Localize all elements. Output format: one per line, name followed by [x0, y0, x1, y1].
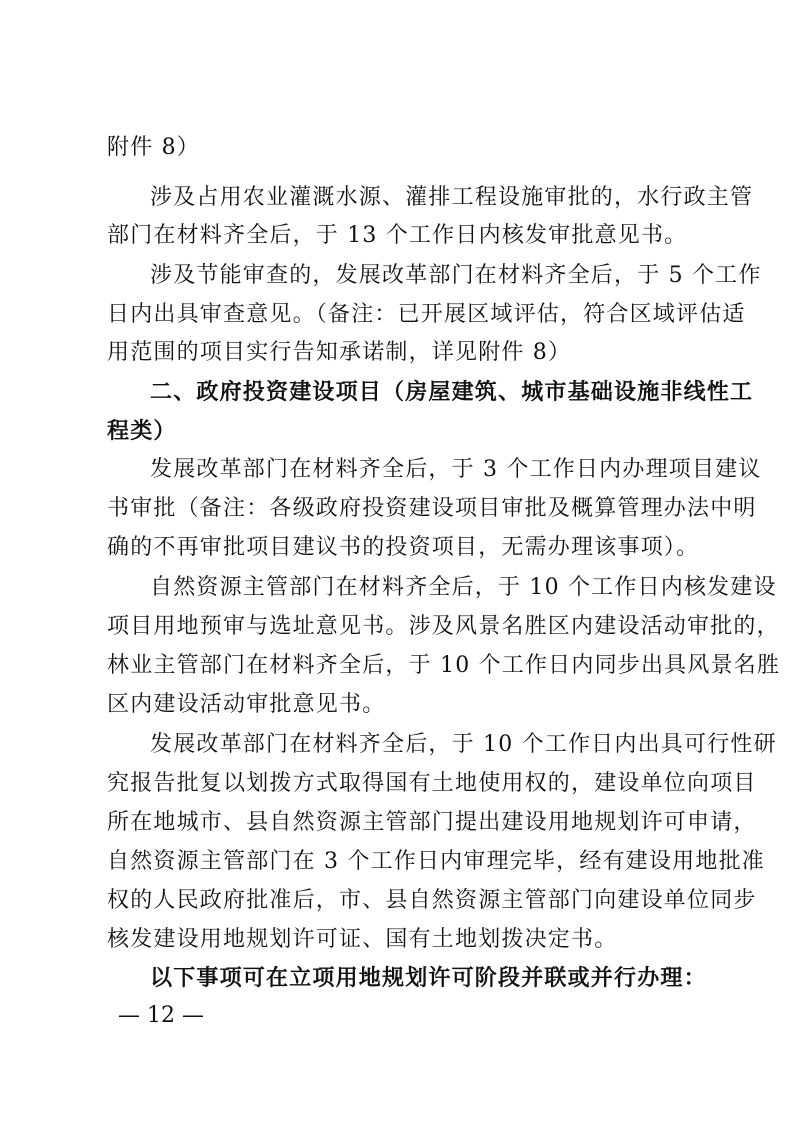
text-line: 自然资源主管部门在材料齐全后，于 10 个工作日内核发建设: [150, 575, 777, 600]
text-line: 发展改革部门在材料齐全后，于 3 个工作日内办理项目建议: [150, 457, 762, 482]
text-line: 涉及节能审查的，发展改革部门在材料齐全后，于 5 个工作: [150, 263, 762, 288]
text-line: 确的不再审批项目建议书的投资项目，无需办理该事项）。: [107, 535, 700, 560]
text-line: 核发建设用地规划许可证、国有土地划拨决定书。: [107, 927, 618, 952]
text-line: 涉及占用农业灌溉水源、灌排工程设施审批的，水行政主管: [150, 185, 754, 210]
text-line: 究报告批复以划拨方式取得国有土地使用权的，建设单位向项目: [107, 771, 757, 796]
text-line: 权的人民政府批准后，市、县自然资源主管部门向建设单位同步: [107, 888, 757, 913]
text-line: 附件 8）: [107, 135, 200, 160]
section-heading-continued: 程类）: [107, 419, 177, 444]
text-line: 所在地城市、县自然资源主管部门提出建设用地规划许可申请，: [107, 810, 757, 835]
text-line: 日内出具审查意见。（备注：已开展区域评估，符合区域评估适: [107, 302, 746, 327]
text-line: 发展改革部门在材料齐全后，于 10 个工作日内出具可行性研: [150, 732, 777, 757]
text-line: 林业主管部门在材料齐全后，于 10 个工作日内同步出具风景名胜: [107, 653, 781, 678]
text-line: 书审批（备注：各级政府投资建设项目审批及概算管理办法中明: [107, 496, 757, 521]
text-line: 项目用地预审与选址意见书。涉及风景名胜区内建设活动审批的，: [107, 614, 780, 639]
bold-statement: 以下事项可在立项用地规划许可阶段并联或并行办理：: [150, 966, 707, 991]
text-line: 区内建设活动审批意见书。: [107, 692, 386, 717]
text-line: 部门在材料齐全后，于 13 个工作日内核发审批意见书。: [107, 223, 688, 248]
page-number: — 12 —: [118, 1003, 204, 1028]
text-line: 用范围的项目实行告知承诺制，详见附件 8）: [107, 340, 572, 365]
text-line: 自然资源主管部门在 3 个工作日内审理完毕，经有建设用地批准: [107, 849, 765, 874]
section-heading: 二、政府投资建设项目（房屋建筑、城市基础设施非线性工: [150, 380, 754, 405]
